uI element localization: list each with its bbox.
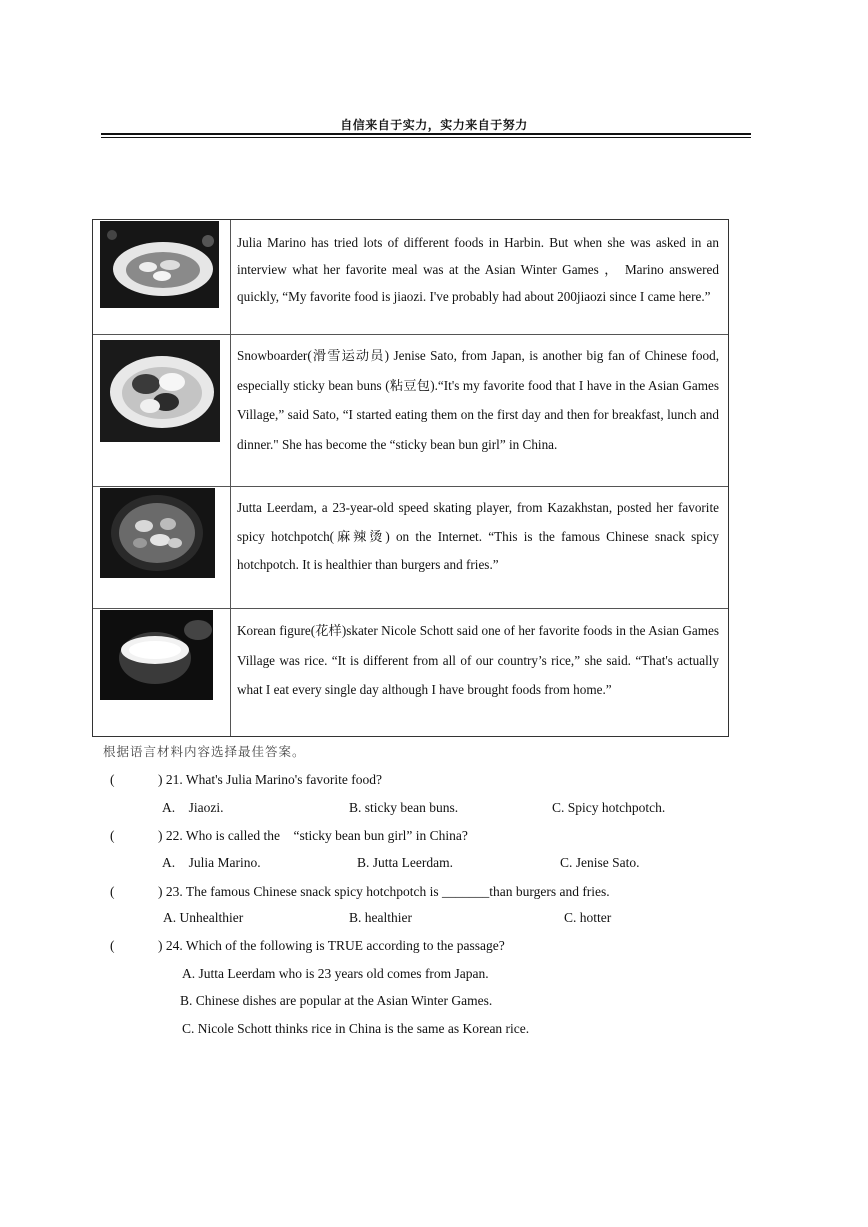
option-a: A. Unhealthier: [163, 910, 244, 925]
answer-paren-close: ): [158, 884, 163, 899]
header-rule-thick: [101, 133, 751, 135]
option-a: A. Jiaozi.: [162, 800, 224, 815]
option-a: A. Jutta Leerdam who is 23 years old comes from Japan.: [182, 966, 489, 981]
passage-row-nicole-schott: [93, 609, 728, 736]
question-stem: Which of the following is TRUE according to the passage?: [185, 938, 505, 953]
header-motto: 自信来自于实力，实力来自于努力: [340, 118, 528, 132]
option-b: B. sticky bean buns.: [349, 800, 459, 815]
question-number: 22.: [165, 828, 183, 843]
instructions: 根据语言材料内容选择最佳答案。: [103, 744, 306, 759]
answer-paren-close: ): [158, 938, 163, 953]
option-c: C. Spicy hotchpotch.: [552, 800, 666, 815]
passage-text: Korean figure(花样)skater Nicole Schott said one of her favorite foods in the Asian Games Village was rice. “It is different from all of our country’s rice,” she said. “That's actually what I eat every single day although I have brought foods from home.”: [237, 623, 719, 697]
rice-bowl-photo: [100, 610, 213, 700]
sticky-bean-buns-photo: [100, 340, 220, 442]
option-b: B. healthier: [349, 910, 412, 925]
passage-text: Julia Marino has tried lots of different foods in Harbin. But when she was asked in an interview what her favorite meal was at the Asian Winter Games ， Marino answered quickly, “My favorite food is jiaozi. I've probably had about 200jiaozi since I came here.”: [237, 235, 719, 304]
passage-row-jenise-sato: [93, 335, 728, 487]
option-b: B. Jutta Leerdam.: [357, 855, 453, 870]
passage-text: Snowboarder(滑雪运动员) Jenise Sato, from Japan, is another big fan of Chinese food, especially sticky bean buns (粘豆包).“It's my favorite food that I have in the Asian Games Village,” said Sato, “I started eating them on the first day and then for breakfast, lunch and dinner." She has become the “sticky bean bun girl” in China.: [237, 348, 719, 452]
question-23: [110, 884, 610, 900]
header-rule-thin: [101, 137, 751, 138]
answer-paren-close: ): [158, 828, 163, 843]
question-21: [110, 772, 382, 788]
answer-paren-open: (: [110, 938, 115, 953]
question-22: [110, 828, 468, 844]
passage-row-jutta-leerdam: [93, 487, 728, 609]
spicy-hotchpotch-photo: [100, 488, 215, 578]
question-number: 21.: [165, 772, 183, 787]
passage-row-julia-marino: [93, 220, 728, 335]
reading-passage-table: [92, 219, 729, 737]
option-c: C. Jenise Sato.: [560, 855, 640, 870]
answer-paren-open: (: [110, 828, 115, 843]
option-a: A. Julia Marino.: [162, 855, 261, 870]
question-number: 23.: [165, 884, 183, 899]
option-c: C. Nicole Schott thinks rice in China is the same as Korean rice.: [182, 1021, 530, 1036]
jiaozi-plate-photo: [100, 221, 219, 308]
question-stem: The famous Chinese snack spicy hotchpotch is _______than burgers and fries.: [185, 884, 610, 899]
question-24: [110, 938, 505, 954]
question-stem: Who is called the “sticky bean bun girl” in China?: [185, 828, 468, 843]
answer-paren-close: ): [158, 772, 163, 787]
passage-text: Jutta Leerdam, a 23-year-old speed skating player, from Kazakhstan, posted her favorite spicy hotchpotch(麻辣烫) on the Internet. “This is the famous Chinese snack spicy hotchpotch. It is healthier than burgers and fries.”: [237, 500, 719, 572]
row-divider: [230, 220, 231, 334]
row-divider: [230, 609, 231, 736]
option-b: B. Chinese dishes are popular at the Asian Winter Games.: [180, 993, 493, 1008]
row-divider: [230, 335, 231, 486]
question-stem: What's Julia Marino's favorite food?: [185, 772, 382, 787]
answer-paren-open: (: [110, 884, 115, 899]
row-divider: [230, 487, 231, 608]
question-number: 24.: [165, 938, 183, 953]
option-c: C. hotter: [564, 910, 612, 925]
answer-paren-open: (: [110, 772, 115, 787]
